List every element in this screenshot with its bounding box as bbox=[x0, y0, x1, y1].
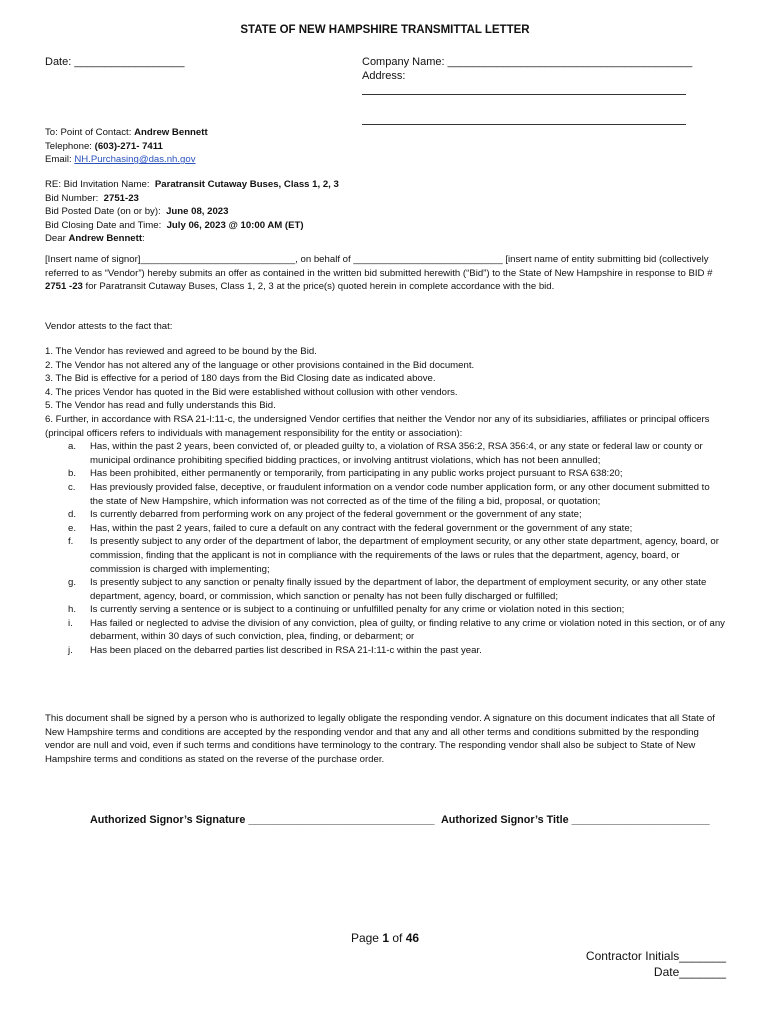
address-line-2 bbox=[362, 124, 686, 125]
company-name-label: Company Name: ________________________________________ bbox=[362, 56, 693, 68]
contact-block bbox=[45, 126, 725, 167]
certification-subitem: e. Has, within the past 2 years, failed to cure a default on any contract with the federal government or the government of any state; bbox=[68, 522, 633, 534]
certification-subitem: h. Is currently serving a sentence or is subject to a continuing or unfulfilled penalty for any crime or violation noted in this section; bbox=[68, 604, 625, 616]
certification-subitem: b. Has been prohibited, either permanently or temporarily, from participating in any public works project pursuant to RSA 638:20; bbox=[68, 468, 623, 480]
bid-info-block bbox=[45, 178, 725, 246]
certification-subitem: g. Is presently subject to any sanction or penalty finally issued by the department of labor, the department of employment security, or any other state department, agency, board, or commission, which sanction or penalty has not been fully discharged or fulfilled; bbox=[68, 577, 707, 602]
intro-paragraph: [Insert name of signor]_____________________________, on behalf of ____________________________ [insert name of entity submitting bid (collectively referred to as “Vendor”) hereby submits an offer as contained in the written bid submitted herewith (“Bid”) to the State of New Hampshire in response to BID # 2751 -23 for Paratransit Cutaway Buses, Class 1, 2, 3 at the price(s) quoted herein in complete accordance with the bid. bbox=[45, 254, 713, 293]
attestation-item: 2. The Vendor has not altered any of the language or other provisions contained in the Bid document. bbox=[45, 359, 475, 371]
initials-date-field[interactable]: Date_______ bbox=[653, 965, 726, 979]
email-line: Email: NH.Purchasing@das.nh.gov bbox=[45, 154, 196, 166]
attestation-item: 4. The prices Vendor has quoted in the Bid were established without collusion with other vendors. bbox=[45, 386, 458, 398]
attests-label: Vendor attests to the fact that: bbox=[45, 321, 173, 332]
certification-subitem: i. Has failed or neglected to advise the division of any conviction, plea of guilty, or finding relative to any crime or violation noted in this section, or of any debarment, within 30 days of such conviction, plea, finding, or debarment; or bbox=[68, 617, 725, 643]
certification-sublist bbox=[45, 440, 725, 658]
page-number: Page 1 of 46 bbox=[350, 931, 420, 945]
address-label: Address: bbox=[362, 70, 406, 82]
salutation: Dear Andrew Bennett: bbox=[45, 233, 145, 245]
bid-closing-date: Bid Closing Date and Time: July 06, 2023 @ 10:00 AM (ET) bbox=[45, 219, 304, 231]
closing-paragraph: This document shall be signed by a person who is authorized to legally obligate the responding vendor. A signature on this document indicates that all State of New Hampshire terms and conditions are accepted by the responding vendor and that any and all other terms and conditions submitted by the responding vendor are null and void, even if such terms and conditions have terminology to the contrary. The responding vendor shall also be subject to State of New Hampshire terms and conditions as stated on the reverse of the purchase order. bbox=[45, 713, 715, 765]
certification-subitem: d. Is currently debarred from performing work on any project of the federal government or the government of any state; bbox=[68, 509, 582, 521]
contractor-initials-field[interactable]: Contractor Initials_______ bbox=[585, 949, 726, 963]
date-field-label: Date: __________________ bbox=[45, 56, 185, 68]
document-title: STATE OF NEW HAMPSHIRE TRANSMITTAL LETTER bbox=[240, 24, 530, 36]
bid-reference: 2751 -23 bbox=[45, 281, 83, 293]
bid-number: Bid Number: 2751-23 bbox=[45, 192, 139, 204]
contractor-initials-block bbox=[586, 948, 726, 980]
email-link[interactable]: NH.Purchasing@das.nh.gov bbox=[74, 154, 196, 166]
bid-invitation-name: RE: Bid Invitation Name: Paratransit Cutaway Buses, Class 1, 2, 3 bbox=[45, 179, 339, 190]
certification-subitem: f. Is presently subject to any order of the department of labor, the department of employment security, or any other state department, agency, board, or commission, finding that the applicant is not in compliance with the requirements of the laws or rules that the department, agency, board, or commission is charged with implementing; bbox=[68, 536, 719, 575]
attestation-item: 1. The Vendor has reviewed and agreed to be bound by the Bid. bbox=[45, 346, 317, 357]
telephone-line: Telephone: (603)-271- 7411 bbox=[45, 140, 163, 152]
certification-subitem: j. Has been placed on the debarred parties list described in RSA 21-I:11-c within the past year. bbox=[68, 645, 482, 657]
authorized-title-field[interactable]: Authorized Signor’s Title _______________________ bbox=[441, 814, 710, 826]
address-line-1 bbox=[362, 94, 686, 95]
certification-subitem: a. Has, within the past 2 years, been convicted of, or pleaded guilty to, a violation of RSA 356:2, RSA 356:4, or any state or federal law or county or municipal ordinance prohibiting specified bidding practices, or involving antitrust violations, which has not been annulled; bbox=[68, 441, 703, 466]
certification-subitem: c. Has previously provided false, deceptive, or fraudulent information on a vendor code number application form, or any other document submitted to the state of New Hampshire, which information was not corrected as of the time of the filing a bid, proposal, or quotation; bbox=[68, 481, 710, 507]
point-of-contact: To: Point of Contact: Andrew Bennett bbox=[45, 127, 208, 138]
bid-posted-date: Bid Posted Date (on or by): June 08, 2023 bbox=[45, 206, 229, 218]
attestation-item: 3. The Bid is effective for a period of 180 days from the Bid Closing date as indicated above. bbox=[45, 373, 436, 385]
attestation-item: 6. Further, in accordance with RSA 21-I:11-c, the undersigned Vendor certifies that neither the Vendor nor any of its subsidiaries, affiliates or principal officers (principal officers refers to individuals with management responsibility for the entity or association): bbox=[45, 413, 710, 439]
telephone-value: (603)-271- 7411 bbox=[94, 140, 163, 152]
authorized-signature-field[interactable]: Authorized Signor’s Signature _______________________________ bbox=[90, 814, 435, 826]
attestation-list bbox=[45, 345, 725, 658]
contact-name: Andrew Bennett bbox=[134, 127, 208, 138]
attestation-item: 5. The Vendor has read and fully understands this Bid. bbox=[45, 400, 276, 412]
